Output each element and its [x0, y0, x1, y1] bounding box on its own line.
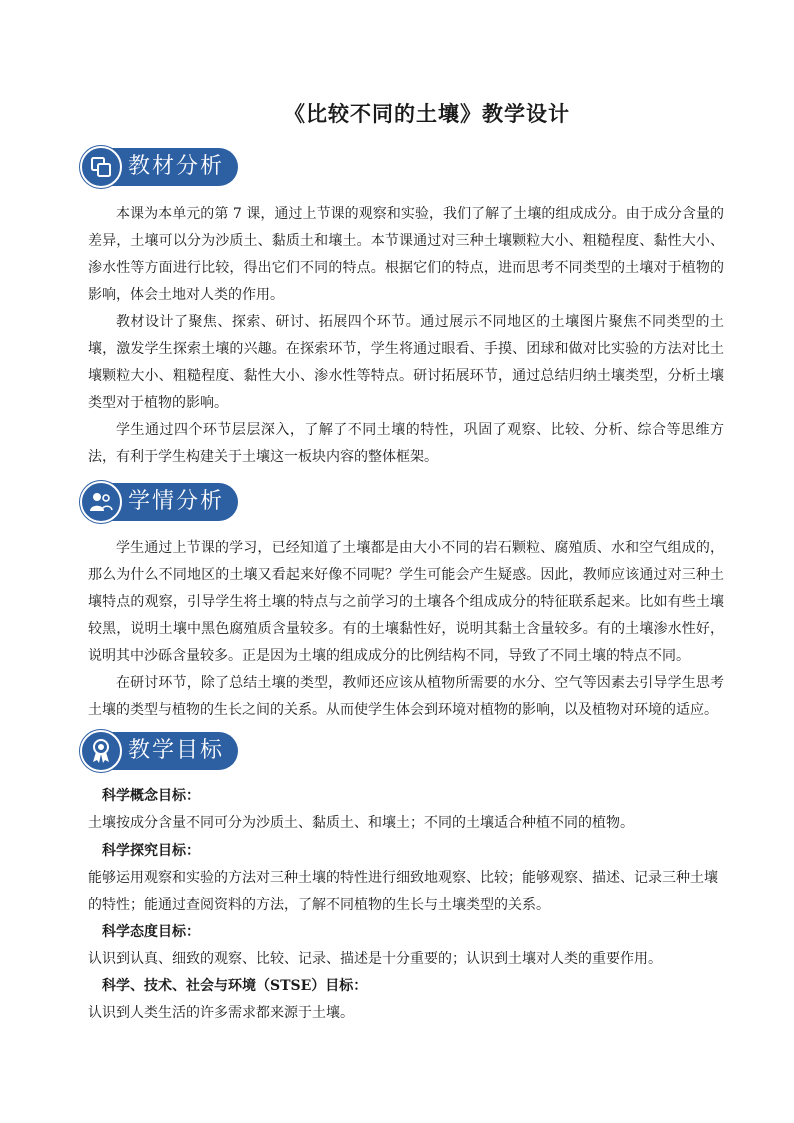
- goal-label-attitude: 科学态度目标：: [102, 924, 200, 940]
- analysis-paragraph-3: 学生通过四个环节层层深入，了解了不同土壤的特性，巩固了观察、比较、分析、综合等思维方法，有利于学生构建关于土壤这一板块内容的整体框架。: [88, 422, 724, 465]
- goal-label-concept: 科学概念目标：: [102, 788, 200, 804]
- goal-label-stse: 科学、技术、社会与环境（STSE）目标：: [102, 978, 368, 994]
- analysis-paragraph-2: 教材设计了聚焦、探索、研讨、拓展四个环节。通过展示不同地区的土壤图片聚焦不同类型的土壤，激发学生探索土壤的兴趣。在探索环节，学生将通过眼看、手摸、团球和做对比实验的方法对比土壤颗粒大小、粗糙程度、黏性大小、渗水性等特点。研讨拓展环节，通过总结归纳土壤类型，分析土壤类型对于植物的影响。: [88, 314, 724, 411]
- document-title: 《比较不同的土壤》教学设计: [284, 101, 570, 126]
- goal-text-attitude: 认识到认真、细致的观察、比较、记录、描述是十分重要的；认识到土壤对人类的重要作用。: [88, 951, 662, 967]
- analysis-paragraph-1: 本课为本单元的第 7 课，通过上节课的观察和实验，我们了解了土壤的组成成分。由于成分含量的差异，土壤可以分为沙质土、黏质土和壤土。本节课通过对三种土壤颗粒大小、粗糙程度、黏性大小、渗水性等方面进行比较，得出它们不同的特点。根据它们的特点，进而思考不同类型的土壤对于植物的影响，体会土地对人类的作用。: [88, 206, 724, 303]
- section-title-analysis: 教材分析: [128, 154, 225, 179]
- section-header-students: [80, 481, 238, 523]
- students-paragraph-2: 在研讨环节，除了总结土壤的类型，教师还应该从植物所需要的水分、空气等因素去引导学生思考土壤的类型与植物的生长之间的关系。从而使学生体会到环境对植物的影响，以及植物对环境的适应。: [88, 675, 724, 718]
- award-ribbon-icon: [80, 730, 122, 772]
- goal-text-stse: 认识到人类生活的许多需求都来源于土壤。: [88, 1005, 354, 1021]
- people-icon: [80, 481, 122, 523]
- students-paragraph-1: 学生通过上节课的学习，已经知道了土壤都是由大小不同的岩石颗粒、腐殖质、水和空气组成的，那么为什么不同地区的土壤又看起来好像不同呢？学生可能会产生疑惑。因此，教师应该通过对三种土壤特点的观察，引导学生将土壤的特点与之前学习的土壤各个组成成分的特征联系起来。比如有些土壤较黑，说明土壤中黑色腐殖质含量较多。有的土壤黏性好，说明其黏土含量较多。有的土壤渗水性好，说明其中沙砾含量较多。正是因为土壤的组成成分的比例结构不同，导致了不同土壤的特点不同。: [88, 540, 724, 664]
- goal-label-inquiry: 科学探究目标：: [102, 843, 200, 859]
- section-title-students: 学情分析: [128, 489, 225, 514]
- section-header-goals: [80, 730, 238, 772]
- section-title-goals: 教学目标: [128, 738, 225, 763]
- layers-icon: [80, 146, 122, 188]
- goal-text-concept: 土壤按成分含量不同可分为沙质土、黏质土、和壤土；不同的土壤适合种植不同的植物。: [88, 815, 634, 831]
- goal-text-inquiry: 能够运用观察和实验的方法对三种土壤的特性进行细致地观察、比较；能够观察、描述、记录三种土壤的特性；能通过查阅资料的方法，了解不同植物的生长与土壤类型的关系。: [88, 870, 718, 913]
- section-header-analysis: [80, 146, 238, 188]
